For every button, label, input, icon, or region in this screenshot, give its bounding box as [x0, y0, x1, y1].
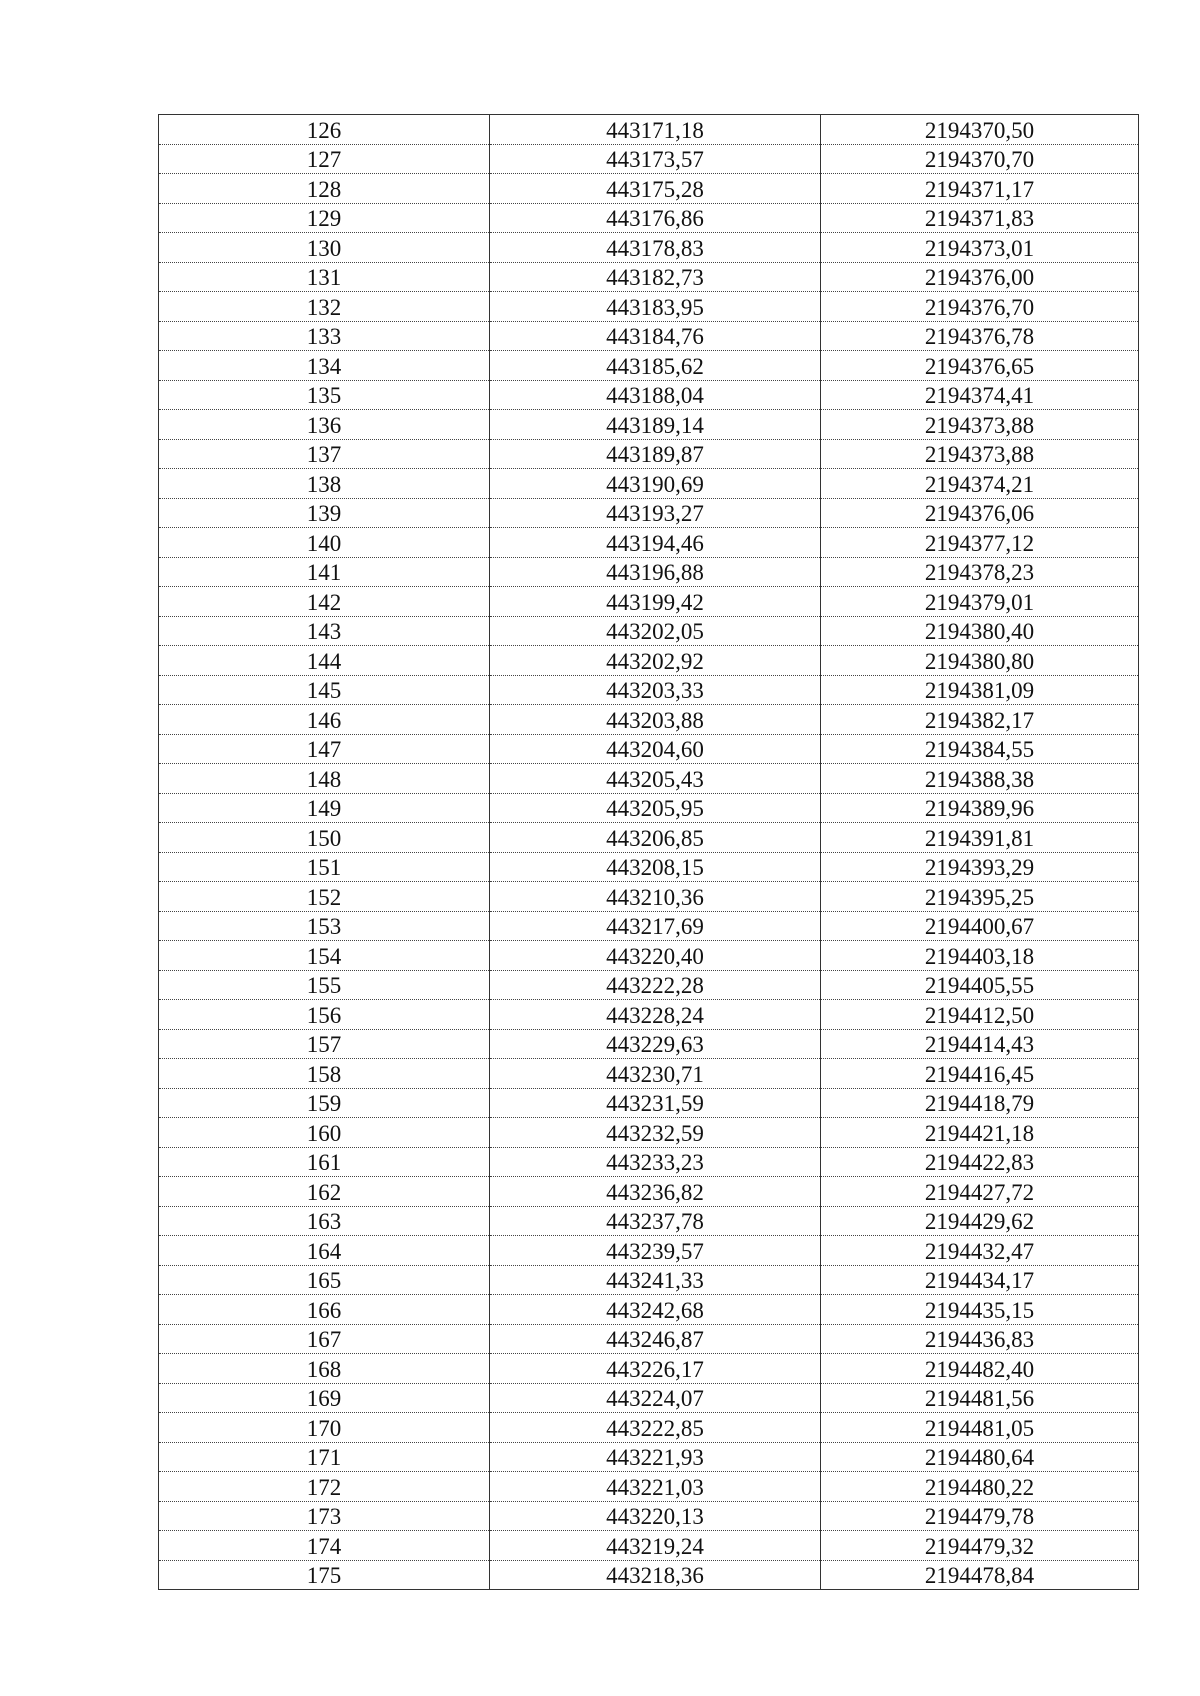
y-coordinate-cell: 2194377,12	[821, 528, 1139, 558]
x-coordinate-cell: 443183,95	[490, 292, 821, 322]
point-number-cell: 148	[159, 764, 490, 794]
point-number-cell: 128	[159, 174, 490, 204]
table-row	[159, 115, 1139, 145]
point-number-cell: 139	[159, 498, 490, 528]
y-coordinate-cell: 2194373,88	[821, 410, 1139, 440]
x-coordinate-cell: 443221,93	[490, 1442, 821, 1472]
x-coordinate-cell: 443220,40	[490, 941, 821, 971]
y-coordinate-cell: 2194380,80	[821, 646, 1139, 676]
table-row	[159, 911, 1139, 941]
point-number-cell: 159	[159, 1088, 490, 1118]
y-coordinate-cell: 2194427,72	[821, 1177, 1139, 1207]
table-row	[159, 1295, 1139, 1325]
y-coordinate-cell: 2194414,43	[821, 1029, 1139, 1059]
y-coordinate-cell: 2194391,81	[821, 823, 1139, 853]
x-coordinate-cell: 443182,73	[490, 262, 821, 292]
point-number-cell: 150	[159, 823, 490, 853]
point-number-cell: 126	[159, 115, 490, 145]
table-row	[159, 675, 1139, 705]
table-row	[159, 262, 1139, 292]
y-coordinate-cell: 2194376,70	[821, 292, 1139, 322]
table-row	[159, 1059, 1139, 1089]
x-coordinate-cell: 443232,59	[490, 1118, 821, 1148]
point-number-cell: 164	[159, 1236, 490, 1266]
table-row	[159, 734, 1139, 764]
y-coordinate-cell: 2194380,40	[821, 616, 1139, 646]
x-coordinate-cell: 443184,76	[490, 321, 821, 351]
y-coordinate-cell: 2194370,50	[821, 115, 1139, 145]
point-number-cell: 127	[159, 144, 490, 174]
point-number-cell: 138	[159, 469, 490, 499]
y-coordinate-cell: 2194378,23	[821, 557, 1139, 587]
y-coordinate-cell: 2194478,84	[821, 1560, 1139, 1590]
y-coordinate-cell: 2194379,01	[821, 587, 1139, 617]
x-coordinate-cell: 443231,59	[490, 1088, 821, 1118]
table-row	[159, 1531, 1139, 1561]
x-coordinate-cell: 443206,85	[490, 823, 821, 853]
y-coordinate-cell: 2194479,32	[821, 1531, 1139, 1561]
point-number-cell: 161	[159, 1147, 490, 1177]
table-row	[159, 321, 1139, 351]
x-coordinate-cell: 443171,18	[490, 115, 821, 145]
point-number-cell: 173	[159, 1501, 490, 1531]
coordinates-table	[158, 114, 1139, 1590]
y-coordinate-cell: 2194434,17	[821, 1265, 1139, 1295]
table-row	[159, 1206, 1139, 1236]
x-coordinate-cell: 443220,13	[490, 1501, 821, 1531]
table-row	[159, 1147, 1139, 1177]
x-coordinate-cell: 443241,33	[490, 1265, 821, 1295]
point-number-cell: 131	[159, 262, 490, 292]
table-row	[159, 410, 1139, 440]
table-row	[159, 1118, 1139, 1148]
y-coordinate-cell: 2194370,70	[821, 144, 1139, 174]
x-coordinate-cell: 443194,46	[490, 528, 821, 558]
point-number-cell: 172	[159, 1472, 490, 1502]
point-number-cell: 169	[159, 1383, 490, 1413]
table-row	[159, 1383, 1139, 1413]
table-row	[159, 144, 1139, 174]
x-coordinate-cell: 443176,86	[490, 203, 821, 233]
point-number-cell: 156	[159, 1000, 490, 1030]
y-coordinate-cell: 2194393,29	[821, 852, 1139, 882]
point-number-cell: 136	[159, 410, 490, 440]
y-coordinate-cell: 2194403,18	[821, 941, 1139, 971]
x-coordinate-cell: 443205,43	[490, 764, 821, 794]
point-number-cell: 157	[159, 1029, 490, 1059]
point-number-cell: 168	[159, 1354, 490, 1384]
y-coordinate-cell: 2194435,15	[821, 1295, 1139, 1325]
y-coordinate-cell: 2194421,18	[821, 1118, 1139, 1148]
table-row	[159, 439, 1139, 469]
x-coordinate-cell: 443242,68	[490, 1295, 821, 1325]
y-coordinate-cell: 2194374,41	[821, 380, 1139, 410]
y-coordinate-cell: 2194371,17	[821, 174, 1139, 204]
point-number-cell: 145	[159, 675, 490, 705]
table-row	[159, 646, 1139, 676]
y-coordinate-cell: 2194384,55	[821, 734, 1139, 764]
x-coordinate-cell: 443221,03	[490, 1472, 821, 1502]
y-coordinate-cell: 2194432,47	[821, 1236, 1139, 1266]
x-coordinate-cell: 443222,85	[490, 1413, 821, 1443]
table-row	[159, 852, 1139, 882]
y-coordinate-cell: 2194376,00	[821, 262, 1139, 292]
x-coordinate-cell: 443175,28	[490, 174, 821, 204]
table-row	[159, 174, 1139, 204]
point-number-cell: 153	[159, 911, 490, 941]
x-coordinate-cell: 443178,83	[490, 233, 821, 263]
x-coordinate-cell: 443188,04	[490, 380, 821, 410]
y-coordinate-cell: 2194374,21	[821, 469, 1139, 499]
point-number-cell: 134	[159, 351, 490, 381]
table-row	[159, 233, 1139, 263]
point-number-cell: 167	[159, 1324, 490, 1354]
table-row	[159, 764, 1139, 794]
x-coordinate-cell: 443205,95	[490, 793, 821, 823]
x-coordinate-cell: 443217,69	[490, 911, 821, 941]
point-number-cell: 140	[159, 528, 490, 558]
y-coordinate-cell: 2194429,62	[821, 1206, 1139, 1236]
point-number-cell: 143	[159, 616, 490, 646]
x-coordinate-cell: 443228,24	[490, 1000, 821, 1030]
table-row	[159, 587, 1139, 617]
x-coordinate-cell: 443236,82	[490, 1177, 821, 1207]
y-coordinate-cell: 2194480,22	[821, 1472, 1139, 1502]
point-number-cell: 132	[159, 292, 490, 322]
x-coordinate-cell: 443202,92	[490, 646, 821, 676]
x-coordinate-cell: 443193,27	[490, 498, 821, 528]
y-coordinate-cell: 2194373,01	[821, 233, 1139, 263]
table-row	[159, 1088, 1139, 1118]
x-coordinate-cell: 443222,28	[490, 970, 821, 1000]
y-coordinate-cell: 2194376,06	[821, 498, 1139, 528]
point-number-cell: 166	[159, 1295, 490, 1325]
x-coordinate-cell: 443202,05	[490, 616, 821, 646]
point-number-cell: 152	[159, 882, 490, 912]
point-number-cell: 158	[159, 1059, 490, 1089]
point-number-cell: 155	[159, 970, 490, 1000]
y-coordinate-cell: 2194479,78	[821, 1501, 1139, 1531]
point-number-cell: 135	[159, 380, 490, 410]
point-number-cell: 174	[159, 1531, 490, 1561]
table-row	[159, 498, 1139, 528]
y-coordinate-cell: 2194376,65	[821, 351, 1139, 381]
x-coordinate-cell: 443173,57	[490, 144, 821, 174]
x-coordinate-cell: 443230,71	[490, 1059, 821, 1089]
x-coordinate-cell: 443189,14	[490, 410, 821, 440]
point-number-cell: 171	[159, 1442, 490, 1472]
coordinates-table-body	[159, 115, 1139, 1590]
point-number-cell: 142	[159, 587, 490, 617]
table-row	[159, 1236, 1139, 1266]
y-coordinate-cell: 2194412,50	[821, 1000, 1139, 1030]
point-number-cell: 146	[159, 705, 490, 735]
table-row	[159, 1324, 1139, 1354]
table-row	[159, 351, 1139, 381]
table-row	[159, 469, 1139, 499]
y-coordinate-cell: 2194373,88	[821, 439, 1139, 469]
point-number-cell: 129	[159, 203, 490, 233]
x-coordinate-cell: 443203,33	[490, 675, 821, 705]
point-number-cell: 175	[159, 1560, 490, 1590]
y-coordinate-cell: 2194381,09	[821, 675, 1139, 705]
table-row	[159, 616, 1139, 646]
x-coordinate-cell: 443224,07	[490, 1383, 821, 1413]
x-coordinate-cell: 443204,60	[490, 734, 821, 764]
point-number-cell: 137	[159, 439, 490, 469]
point-number-cell: 170	[159, 1413, 490, 1443]
table-row	[159, 941, 1139, 971]
point-number-cell: 141	[159, 557, 490, 587]
table-row	[159, 1560, 1139, 1590]
point-number-cell: 144	[159, 646, 490, 676]
x-coordinate-cell: 443226,17	[490, 1354, 821, 1384]
table-row	[159, 823, 1139, 853]
table-row	[159, 882, 1139, 912]
table-row	[159, 1442, 1139, 1472]
table-row	[159, 1029, 1139, 1059]
table-row	[159, 1000, 1139, 1030]
table-row	[159, 970, 1139, 1000]
y-coordinate-cell: 2194395,25	[821, 882, 1139, 912]
point-number-cell: 163	[159, 1206, 490, 1236]
table-row	[159, 1472, 1139, 1502]
point-number-cell: 162	[159, 1177, 490, 1207]
table-row	[159, 380, 1139, 410]
x-coordinate-cell: 443237,78	[490, 1206, 821, 1236]
y-coordinate-cell: 2194382,17	[821, 705, 1139, 735]
table-row	[159, 1501, 1139, 1531]
y-coordinate-cell: 2194400,67	[821, 911, 1139, 941]
x-coordinate-cell: 443203,88	[490, 705, 821, 735]
table-row	[159, 557, 1139, 587]
x-coordinate-cell: 443208,15	[490, 852, 821, 882]
point-number-cell: 149	[159, 793, 490, 823]
table-row	[159, 1354, 1139, 1384]
x-coordinate-cell: 443190,69	[490, 469, 821, 499]
table-row	[159, 203, 1139, 233]
y-coordinate-cell: 2194405,55	[821, 970, 1139, 1000]
point-number-cell: 165	[159, 1265, 490, 1295]
y-coordinate-cell: 2194371,83	[821, 203, 1139, 233]
y-coordinate-cell: 2194482,40	[821, 1354, 1139, 1384]
x-coordinate-cell: 443185,62	[490, 351, 821, 381]
x-coordinate-cell: 443233,23	[490, 1147, 821, 1177]
table-row	[159, 1177, 1139, 1207]
x-coordinate-cell: 443189,87	[490, 439, 821, 469]
point-number-cell: 133	[159, 321, 490, 351]
point-number-cell: 130	[159, 233, 490, 263]
table-row	[159, 705, 1139, 735]
point-number-cell: 160	[159, 1118, 490, 1148]
y-coordinate-cell: 2194376,78	[821, 321, 1139, 351]
y-coordinate-cell: 2194389,96	[821, 793, 1139, 823]
table-row	[159, 1413, 1139, 1443]
point-number-cell: 151	[159, 852, 490, 882]
y-coordinate-cell: 2194436,83	[821, 1324, 1139, 1354]
table-row	[159, 292, 1139, 322]
y-coordinate-cell: 2194418,79	[821, 1088, 1139, 1118]
x-coordinate-cell: 443218,36	[490, 1560, 821, 1590]
table-row	[159, 528, 1139, 558]
y-coordinate-cell: 2194416,45	[821, 1059, 1139, 1089]
y-coordinate-cell: 2194481,05	[821, 1413, 1139, 1443]
y-coordinate-cell: 2194422,83	[821, 1147, 1139, 1177]
point-number-cell: 147	[159, 734, 490, 764]
table-row	[159, 793, 1139, 823]
point-number-cell: 154	[159, 941, 490, 971]
y-coordinate-cell: 2194388,38	[821, 764, 1139, 794]
x-coordinate-cell: 443229,63	[490, 1029, 821, 1059]
x-coordinate-cell: 443239,57	[490, 1236, 821, 1266]
x-coordinate-cell: 443210,36	[490, 882, 821, 912]
y-coordinate-cell: 2194480,64	[821, 1442, 1139, 1472]
x-coordinate-cell: 443199,42	[490, 587, 821, 617]
table-row	[159, 1265, 1139, 1295]
x-coordinate-cell: 443196,88	[490, 557, 821, 587]
x-coordinate-cell: 443246,87	[490, 1324, 821, 1354]
x-coordinate-cell: 443219,24	[490, 1531, 821, 1561]
y-coordinate-cell: 2194481,56	[821, 1383, 1139, 1413]
